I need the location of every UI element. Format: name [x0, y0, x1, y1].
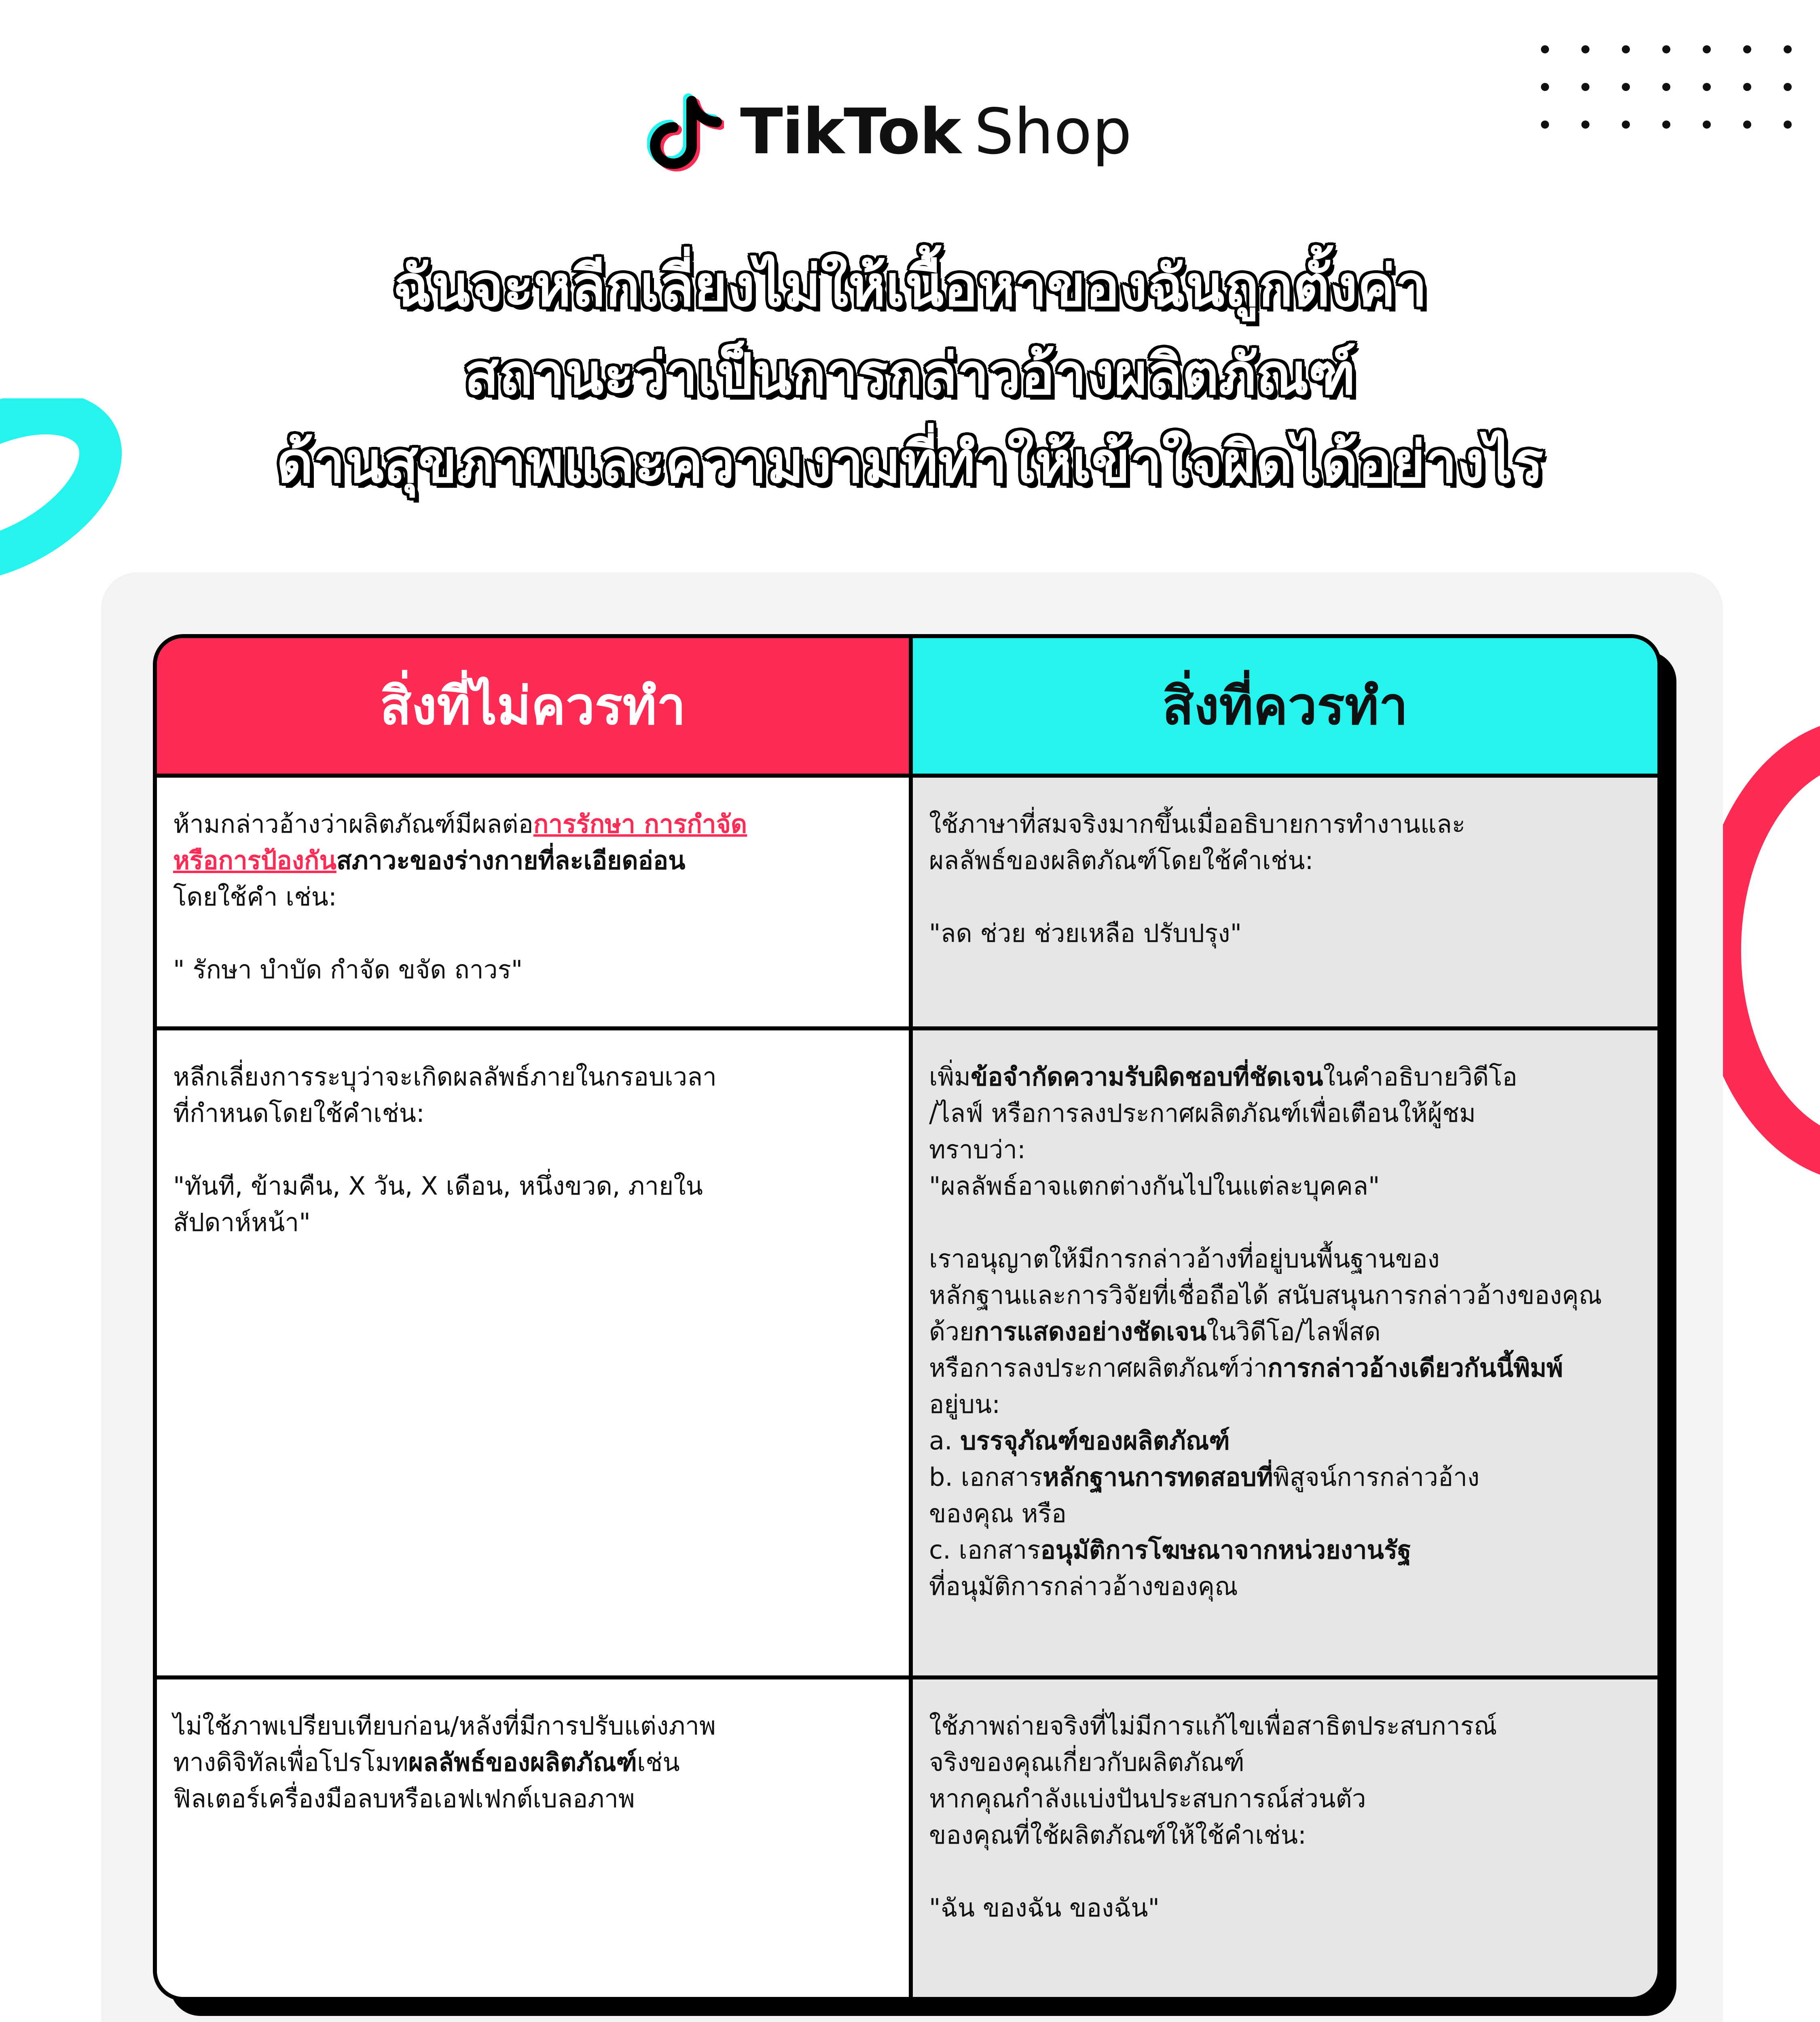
row-3-dont-line-3: ฟิลเตอร์เครื่องมือลบหรือเอฟเฟกต์เบลอภาพ	[173, 1784, 635, 1813]
column-divider	[909, 638, 913, 1997]
row-3-do-line-2: จริงของคุณเกี่ยวกับผลิตภัณฑ์	[929, 1747, 1244, 1777]
row-2-do-item-b: หลักฐานการทดสอบที่	[1042, 1462, 1273, 1492]
row-2-do-item-c: อนุมัติการโฆษณาจากหน่วยงานรัฐ	[1040, 1535, 1412, 1565]
row-2-do-quote: "ผลลัพธ์อาจแตกต่างกันไปในแต่ละบุคคล"	[929, 1171, 1380, 1201]
row-3-dont-line-1: ไม่ใช้ภาพเปรียบเทียบก่อน/หลังที่มีการปรับแต่งภาพ	[173, 1711, 716, 1741]
row-3-do-line-1: ใช้ภาพถ่ายจริงที่ไม่มีการแก้ไขเพื่อสาธิตประสบการณ์	[929, 1711, 1497, 1741]
headline-line-2: สถานะว่าเป็นการกล่าวอ้างผลิตภัณฑ์	[464, 342, 1356, 408]
row-2-do-text-4: ในวิดีโอ/ไลฟ์สด	[1206, 1317, 1381, 1346]
brand-wordmark	[740, 95, 1132, 168]
headline-line-1: ฉันจะหลีกเลี่ยงไม่ให้เนื้อหาของฉันถูกตั้งค่า	[393, 254, 1427, 319]
row-1-dont-example: " รักษา บำบัด กำจัด ขจัด ถาวร"	[173, 955, 523, 984]
page-headline	[81, 243, 1739, 507]
row-2-do-cell	[913, 1030, 1657, 1675]
row-2-do-line-2: /ไลฟ์ หรือการลงประกาศผลิตภัณฑ์เพื่อเตือนให้ผู้ชม	[929, 1098, 1476, 1128]
brand-name-light: Shop	[974, 95, 1132, 168]
headline-line-3: ด้านสุขภาพและความงามที่ทำให้เข้าใจผิดได้อย่างไร	[276, 430, 1544, 496]
brand-name-bold: TikTok	[740, 95, 961, 168]
row-1-dont-cell	[157, 778, 909, 1026]
row-1-do-line-2: ผลลัพธ์ของผลิตภัณฑ์โดยใช้คำเช่น:	[929, 846, 1314, 875]
row-1-do-example: "ลด ช่วย ช่วยเหลือ ปรับปรุง"	[929, 918, 1242, 948]
row-1-do-cell	[913, 778, 1657, 1026]
row-3-dont-cell	[157, 1679, 909, 2001]
row-2-do-item-b-marker: b. เอกสาร	[929, 1462, 1043, 1492]
decorative-dot-grid	[1533, 40, 1816, 137]
do-column-header: สิ่งที่ควรทำ	[913, 638, 1657, 774]
row-2-do-item-c-marker: c. เอกสาร	[929, 1535, 1041, 1565]
row-2-do-line-5: เราอนุญาตให้มีการกล่าวอ้างที่อยู่บนพื้นฐานของ	[929, 1244, 1440, 1273]
row-1-dont-highlight-2: หรือการป้องกัน	[173, 846, 336, 875]
row-2-dont-line-1: หลีกเลี่ยงการระบุว่าจะเกิดผลลัพธ์ภายในกรอบเวลา	[173, 1062, 717, 1091]
row-2-do-item-a: บรรจุภัณฑ์ของผลิตภัณฑ์	[960, 1426, 1230, 1455]
row-3-do-cell	[913, 1679, 1657, 2001]
row-divider-2	[157, 1675, 1657, 1679]
row-3-dont-text-2: เช่น	[637, 1747, 680, 1777]
row-2-do-text-3: ด้วย	[929, 1317, 974, 1346]
row-2-do-item-b-rest: พิสูจน์การกล่าวอ้าง	[1273, 1462, 1480, 1492]
row-3-dont-bold: ผลลัพธ์ของผลิตภัณฑ์	[408, 1747, 637, 1777]
row-2-dont-example-2: สัปดาห์หน้า"	[173, 1208, 311, 1237]
tiktok-note-logo	[647, 89, 724, 174]
row-2-do-line-12: ของคุณ หรือ	[929, 1499, 1067, 1528]
row-2-do-text-2: ในคำอธิบายวิดีโอ	[1323, 1062, 1517, 1091]
row-2-do-line-6: หลักฐานและการวิจัยที่เชื่อถือได้ สนับสนุนการกล่าวอ้างของคุณ	[929, 1280, 1602, 1310]
row-2-do-bold: ข้อจำกัดความรับผิดชอบที่ชัดเจน	[970, 1062, 1323, 1091]
row-1-dont-text: ห้ามกล่าวอ้างว่าผลิตภัณฑ์มีผลต่อ	[173, 809, 533, 839]
row-2-dont-line-2: ที่กำหนดโดยใช้คำเช่น:	[173, 1098, 425, 1128]
row-2-do-line-9: อยู่บน:	[929, 1390, 1001, 1419]
row-divider-1	[157, 1026, 1657, 1030]
row-2-do-text-5: หรือการลงประกาศผลิตภัณฑ์ว่า	[929, 1353, 1268, 1383]
row-2-do-bold-2: การแสดงอย่างชัดเจน	[974, 1317, 1207, 1346]
brand-logo	[647, 83, 1173, 180]
row-3-do-line-4: ของคุณที่ใช้ผลิตภัณฑ์ให้ใช้คำเช่น:	[929, 1820, 1306, 1850]
row-2-dont-example-1: "ทันที, ข้ามคืน, X วัน, X เดือน, หนึ่งขวด, ภายใน	[173, 1171, 703, 1201]
header-divider	[157, 774, 1657, 778]
row-3-do-line-3: หากคุณกำลังแบ่งปันประสบการณ์ส่วนตัว	[929, 1784, 1366, 1813]
row-1-dont-highlight: การรักษา การกำจัด	[533, 809, 747, 839]
row-1-do-line-1: ใช้ภาษาที่สมจริงมากขึ้นเมื่ออธิบายการทำงานและ	[929, 809, 1466, 839]
row-2-do-text: เพิ่ม	[929, 1062, 971, 1091]
row-2-do-line-14: ที่อนุมัติการกล่าวอ้างของคุณ	[929, 1571, 1238, 1601]
dos-donts-table	[153, 634, 1661, 2001]
row-3-dont-text: ทางดิจิทัลเพื่อโปรโมท	[173, 1747, 408, 1777]
row-1-dont-bold: สภาวะของร่างกายที่ละเอียดอ่อน	[336, 846, 686, 875]
dont-column-header: สิ่งที่ไม่ควรทำ	[157, 638, 909, 774]
row-2-do-item-a-marker: a.	[929, 1426, 961, 1455]
row-3-do-example: "ฉัน ของฉัน ของฉัน"	[929, 1893, 1160, 1923]
row-2-dont-cell	[157, 1030, 909, 1675]
row-2-do-line-3: ทราบว่า:	[929, 1135, 1026, 1164]
row-1-dont-line-3: โดยใช้คำ เช่น:	[173, 882, 337, 912]
row-2-do-bold-3: การกล่าวอ้างเดียวกันนี้พิมพ์	[1268, 1353, 1563, 1383]
